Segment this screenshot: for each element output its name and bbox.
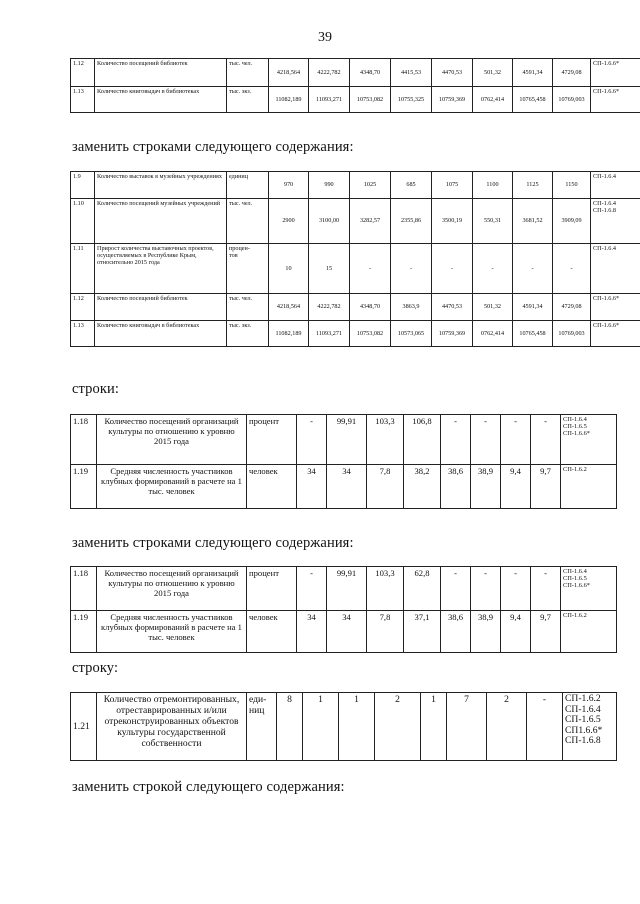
page-number: 39 (318, 30, 332, 45)
table-row (71, 693, 617, 761)
unit: процент (247, 567, 297, 611)
value-cell: 10753,082 (350, 321, 391, 347)
value-cell: 4218,564 (269, 59, 309, 87)
value-cell: 1 (303, 693, 339, 761)
value-cell: 7,8 (367, 465, 404, 509)
value-cell: 10755,325 (391, 87, 432, 113)
unit: тыс. чел. (227, 59, 269, 87)
indicator-name: Количество книговыдач в библиотеках (95, 87, 227, 113)
row-number: 1.21 (71, 693, 97, 761)
table-row (71, 321, 640, 347)
indicator-name: Прирост количества выставочных проектов, осуществляемых в Республике Крым, относительно 2015 года (95, 244, 227, 294)
value-cell: 9,7 (531, 465, 561, 509)
indicator-name: Средняя численность участников клубных формирований в расчете на 1 тыс. человек (97, 465, 247, 509)
table-row (71, 172, 640, 199)
program-codes: СП-1.6.6* (591, 87, 640, 113)
table-row (71, 415, 617, 465)
value-cell: - (297, 415, 327, 465)
value-cell: 685 (391, 172, 432, 199)
table-row (71, 199, 640, 244)
section-heading-replace-rows-2: заменить строками следующего содержания: (72, 535, 354, 551)
value-cell: 1025 (350, 172, 391, 199)
program-codes: СП-1.6.4 СП-1.6.5 СП-1.6.6* (561, 415, 617, 465)
value-cell: 10769,003 (553, 87, 591, 113)
unit: процен- тов (227, 244, 269, 294)
row-number: 1.19 (71, 465, 97, 509)
value-cell: 2355,86 (391, 199, 432, 244)
unit: человек (247, 611, 297, 653)
program-codes: СП-1.6.4 (591, 172, 640, 199)
value-cell: - (441, 415, 471, 465)
unit: тыс. экз. (227, 87, 269, 113)
table-row (71, 611, 617, 653)
table-row (71, 244, 640, 294)
value-cell: 10765,458 (513, 87, 553, 113)
value-cell: 501,32 (473, 294, 513, 321)
table-museums-libraries-new (70, 171, 640, 347)
value-cell: - (553, 244, 591, 294)
value-cell: 37,1 (404, 611, 441, 653)
value-cell: 11082,189 (269, 87, 309, 113)
table-culture-visits-new (70, 566, 617, 653)
value-cell: 3500,19 (432, 199, 473, 244)
indicator-name: Количество посещений музейных учреждений (95, 199, 227, 244)
section-heading-replace-row: заменить строкой следующего содержания: (72, 779, 345, 795)
value-cell: 11093,271 (309, 321, 350, 347)
table-row (71, 59, 640, 87)
value-cell: - (501, 415, 531, 465)
section-heading-rows: строки: (72, 381, 119, 397)
value-cell: 4218,564 (269, 294, 309, 321)
value-cell: 4222,782 (309, 294, 350, 321)
value-cell: 2 (487, 693, 527, 761)
indicator-name: Количество выставок в музейных учреждениях (95, 172, 227, 199)
value-cell: 10 (269, 244, 309, 294)
value-cell: 501,32 (473, 59, 513, 87)
value-cell: 0762,414 (473, 87, 513, 113)
value-cell: 970 (269, 172, 309, 199)
value-cell: 1100 (473, 172, 513, 199)
value-cell: 38,9 (471, 611, 501, 653)
row-number: 1.11 (71, 244, 95, 294)
value-cell: 99,91 (327, 415, 367, 465)
value-cell: - (441, 567, 471, 611)
value-cell: 34 (327, 465, 367, 509)
value-cell: 4729,08 (553, 294, 591, 321)
indicator-name: Количество посещений библиотек (95, 59, 227, 87)
row-number: 1.12 (71, 294, 95, 321)
value-cell: - (513, 244, 553, 294)
value-cell: 7,8 (367, 611, 404, 653)
table-libraries-old (70, 58, 640, 113)
value-cell: 10759,369 (432, 87, 473, 113)
value-cell: 11082,189 (269, 321, 309, 347)
value-cell: 4348,70 (350, 59, 391, 87)
indicator-name: Количество книговыдач в библиотеках (95, 321, 227, 347)
program-codes: СП-1.6.2 (561, 465, 617, 509)
value-cell: 3681,52 (513, 199, 553, 244)
value-cell: 38,6 (441, 611, 471, 653)
value-cell: - (471, 415, 501, 465)
value-cell: 990 (309, 172, 350, 199)
indicator-name: Средняя численность участников клубных формирований в расчете на 1 тыс. человек (97, 611, 247, 653)
unit: тыс. экз. (227, 321, 269, 347)
value-cell: 10759,369 (432, 321, 473, 347)
value-cell: 106,8 (404, 415, 441, 465)
value-cell: 38,6 (441, 465, 471, 509)
row-number: 1.12 (71, 59, 95, 87)
value-cell: 34 (327, 611, 367, 653)
value-cell: 550,31 (473, 199, 513, 244)
value-cell: 10753,082 (350, 87, 391, 113)
value-cell: 3863,9 (391, 294, 432, 321)
value-cell: 99,91 (327, 567, 367, 611)
value-cell: 4591,34 (513, 59, 553, 87)
value-cell: 9,4 (501, 465, 531, 509)
value-cell: 7 (447, 693, 487, 761)
value-cell: 62,8 (404, 567, 441, 611)
value-cell: 9,4 (501, 611, 531, 653)
unit: тыс. чел. (227, 294, 269, 321)
value-cell: 10769,003 (553, 321, 591, 347)
value-cell: 103,3 (367, 567, 404, 611)
program-codes: СП-1.6.6* (591, 321, 640, 347)
table-culture-objects-old (70, 692, 617, 761)
unit: процент (247, 415, 297, 465)
value-cell: 10765,458 (513, 321, 553, 347)
value-cell: 1125 (513, 172, 553, 199)
indicator-name: Количество отремонтированных, отреставрированных и/или отреконструированных объектов культуры государственной собственности (97, 693, 247, 761)
value-cell: 10573,065 (391, 321, 432, 347)
row-number: 1.18 (71, 567, 97, 611)
value-cell: 4729,08 (553, 59, 591, 87)
value-cell: 1075 (432, 172, 473, 199)
value-cell: - (432, 244, 473, 294)
value-cell: - (527, 693, 563, 761)
value-cell: 103,3 (367, 415, 404, 465)
value-cell: 34 (297, 465, 327, 509)
value-cell: - (391, 244, 432, 294)
value-cell: 11093,271 (309, 87, 350, 113)
indicator-name: Количество посещений библиотек (95, 294, 227, 321)
value-cell: 3909,09 (553, 199, 591, 244)
value-cell: 38,2 (404, 465, 441, 509)
unit: единиц (227, 172, 269, 199)
program-codes: СП-1.6.4 (591, 244, 640, 294)
value-cell: 4470,53 (432, 59, 473, 87)
row-number: 1.13 (71, 321, 95, 347)
value-cell: 4591,34 (513, 294, 553, 321)
value-cell: 3282,57 (350, 199, 391, 244)
value-cell: 4470,53 (432, 294, 473, 321)
value-cell: 38,9 (471, 465, 501, 509)
value-cell: 2 (375, 693, 421, 761)
program-codes: СП-1.6.6* (591, 59, 640, 87)
value-cell: 34 (297, 611, 327, 653)
value-cell: - (473, 244, 513, 294)
program-codes: СП-1.6.2 (561, 611, 617, 653)
row-number: 1.18 (71, 415, 97, 465)
section-heading-replace-rows: заменить строками следующего содержания: (72, 139, 354, 155)
unit: человек (247, 465, 297, 509)
program-codes: СП-1.6.2 СП-1.6.4 СП-1.6.5 СП1.6.6* СП-1.6.8 (563, 693, 617, 761)
value-cell: - (471, 567, 501, 611)
table-row (71, 294, 640, 321)
indicator-name: Количество посещений организаций культуры по отношению к уровню 2015 года (97, 415, 247, 465)
table-row (71, 465, 617, 509)
value-cell: 0762,414 (473, 321, 513, 347)
value-cell: - (350, 244, 391, 294)
value-cell: 15 (309, 244, 350, 294)
table-row (71, 567, 617, 611)
indicator-name: Количество посещений организаций культуры по отношению к уровню 2015 года (97, 567, 247, 611)
program-codes: СП-1.6.4 СП-1.6.8 (591, 199, 640, 244)
value-cell: - (531, 415, 561, 465)
value-cell: 8 (277, 693, 303, 761)
value-cell: 1 (339, 693, 375, 761)
value-cell: 2900 (269, 199, 309, 244)
section-heading-row: строку: (72, 660, 119, 676)
value-cell: 4348,70 (350, 294, 391, 321)
unit: тыс. чел. (227, 199, 269, 244)
program-codes: СП-1.6.4 СП-1.6.5 СП-1.6.6* (561, 567, 617, 611)
value-cell: 1 (421, 693, 447, 761)
value-cell: 9,7 (531, 611, 561, 653)
value-cell: - (501, 567, 531, 611)
value-cell: - (531, 567, 561, 611)
value-cell: 1150 (553, 172, 591, 199)
value-cell: 4415,53 (391, 59, 432, 87)
row-number: 1.13 (71, 87, 95, 113)
value-cell: 4222,782 (309, 59, 350, 87)
row-number: 1.19 (71, 611, 97, 653)
unit: еди- ниц (247, 693, 277, 761)
row-number: 1.10 (71, 199, 95, 244)
row-number: 1.9 (71, 172, 95, 199)
program-codes: СП-1.6.6* (591, 294, 640, 321)
table-row (71, 87, 640, 113)
value-cell: - (297, 567, 327, 611)
table-culture-visits-old (70, 414, 617, 509)
value-cell: 3100,00 (309, 199, 350, 244)
